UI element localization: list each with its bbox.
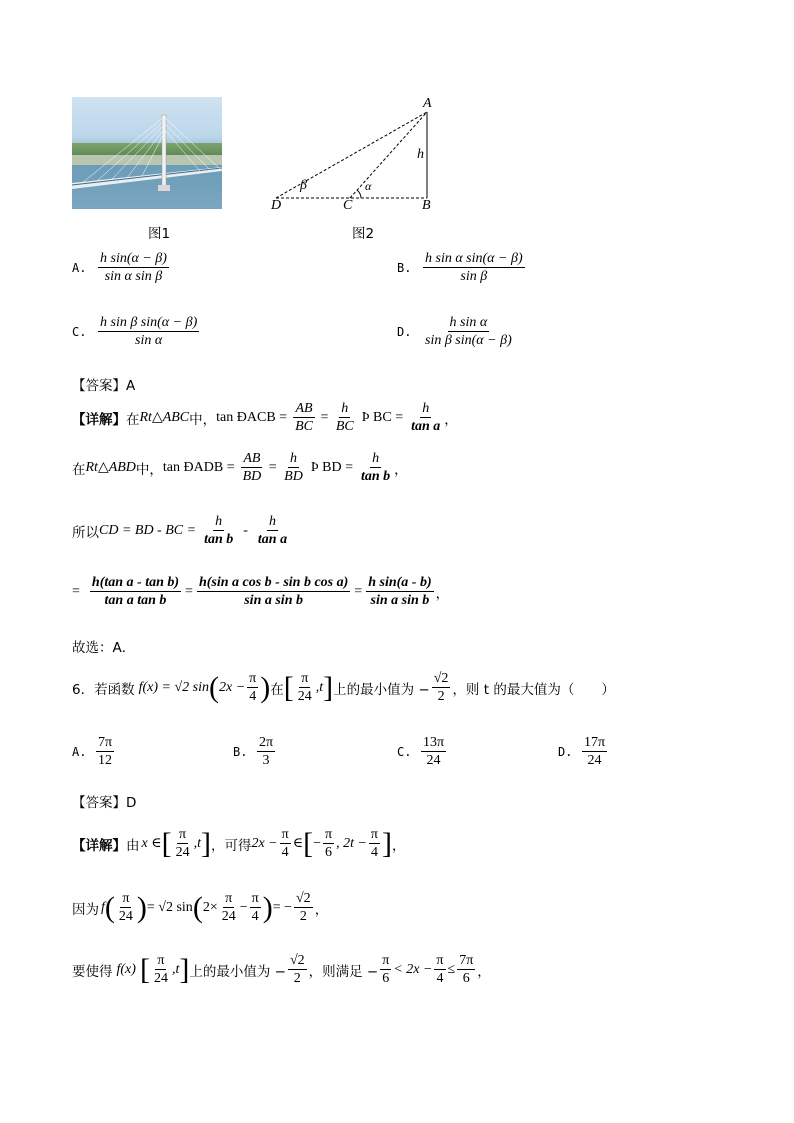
label-C: C xyxy=(343,198,353,213)
q6-detail-line-3: 要使得 f(x) [ $\frac{\pi}{24}$ ,t ] 上的最小值为 − $\frac{√2}{2}$ ，则满足 − $\frac{\pi}{6}$ < 2x − $\frac{\pi}{4}$ ≤ $\frac{7\pi}{6}$ ， xyxy=(72,952,491,986)
label-B: B xyxy=(422,198,431,213)
q5-choose: 故选：A． xyxy=(72,640,136,656)
fig2-caption: 图2 xyxy=(352,226,375,242)
bridge-photo xyxy=(72,97,222,209)
label-D: D xyxy=(271,198,282,213)
label-alpha: α xyxy=(365,179,372,193)
q6-stem: 6．若函数 f(x) = √2 sin ( 2x − $\frac{\pi}{4}$ ) 在 [ $\frac{\pi}{24}$ ,t ] 上的最小值为 − $\frac{√2}{2}$ ，则 t 的最大值为（ ） xyxy=(72,670,615,704)
q5-option-d: D. $\frac{\text{h sin α}}{\text{sin β sin(α − β)}}$ xyxy=(397,315,512,348)
q5-option-b: B. $\frac{\text{h sin α sin(α − β)}}{\text{sin β}}$ xyxy=(397,251,523,284)
q5-option-c: C. $\frac{\text{h sin β sin(α − β)}}{\text{sin α}}$ xyxy=(72,315,198,348)
q6-option-b: B. $\frac{2\pi}{3}$ xyxy=(233,735,274,768)
q5-answer: 【答案】A xyxy=(72,378,136,394)
q5-detail-line-3: 所以 CD = BD - BC = $\frac{h}{\text{tan b}}$ - $\frac{h}{\text{tan a}}$ xyxy=(72,514,288,547)
fig1-caption: 图1 xyxy=(148,226,171,242)
q6-option-c: C. $\frac{13\pi}{24}$ xyxy=(397,735,445,768)
label-h: h xyxy=(417,147,424,162)
label-beta: β xyxy=(300,178,307,193)
q5-detail-line-2: 在 Rt△ABD 中， tan ÐADB = $\frac{AB}{BD}$ = $\frac{h}{BD}$ Þ BD = $\frac{h}{\text{tan b}}$ ， xyxy=(72,451,408,484)
q6-option-a: A. $\frac{7\pi}{12}$ xyxy=(72,735,113,768)
q5-detail-line-4: = $\frac{\text{h(tan a - tan b)}}{\text{tan a tan b}}$ = $\frac{\text{h(sin a cos b - sin b cos a)}}{\text{sin a sin b}}$ = $\frac{\text{h sin(a - b)}}{\text{sin a sin b}}$ ， xyxy=(72,575,450,608)
q6-detail-line-2: 因为 f ( $\frac{\pi}{24}$ ) = √2 sin ( 2× $\frac{\pi}{24}$ − $\frac{\pi}{4}$ ) = − $\frac{√2}{2}$ ， xyxy=(72,890,329,924)
q6-answer: 【答案】D xyxy=(72,795,137,811)
q6-detail-line-1: 【详解】 由 x ∈ [ $\frac{\pi}{24}$ ,t ] ，可得 2x − $\frac{\pi}{4}$ ∈ [ − $\frac{\pi}{6}$ , 2t − $\frac{\pi}{4}$ ] ， xyxy=(72,826,406,860)
q5-detail-line-1: 【详解】 在 Rt△ABC 中， tan ÐACB = $\frac{AB}{BC}$ = $\frac{h}{BC}$ Þ BC = $\frac{h}{\text{tan a}}$ ， xyxy=(72,401,458,434)
q6-option-d: D. $\frac{17\pi}{24}$ xyxy=(558,735,606,768)
label-A: A xyxy=(423,96,432,111)
q5-option-a: A. $\frac{\text{h sin(α − β)}}{\text{sin α sin β}}$ xyxy=(72,251,167,284)
